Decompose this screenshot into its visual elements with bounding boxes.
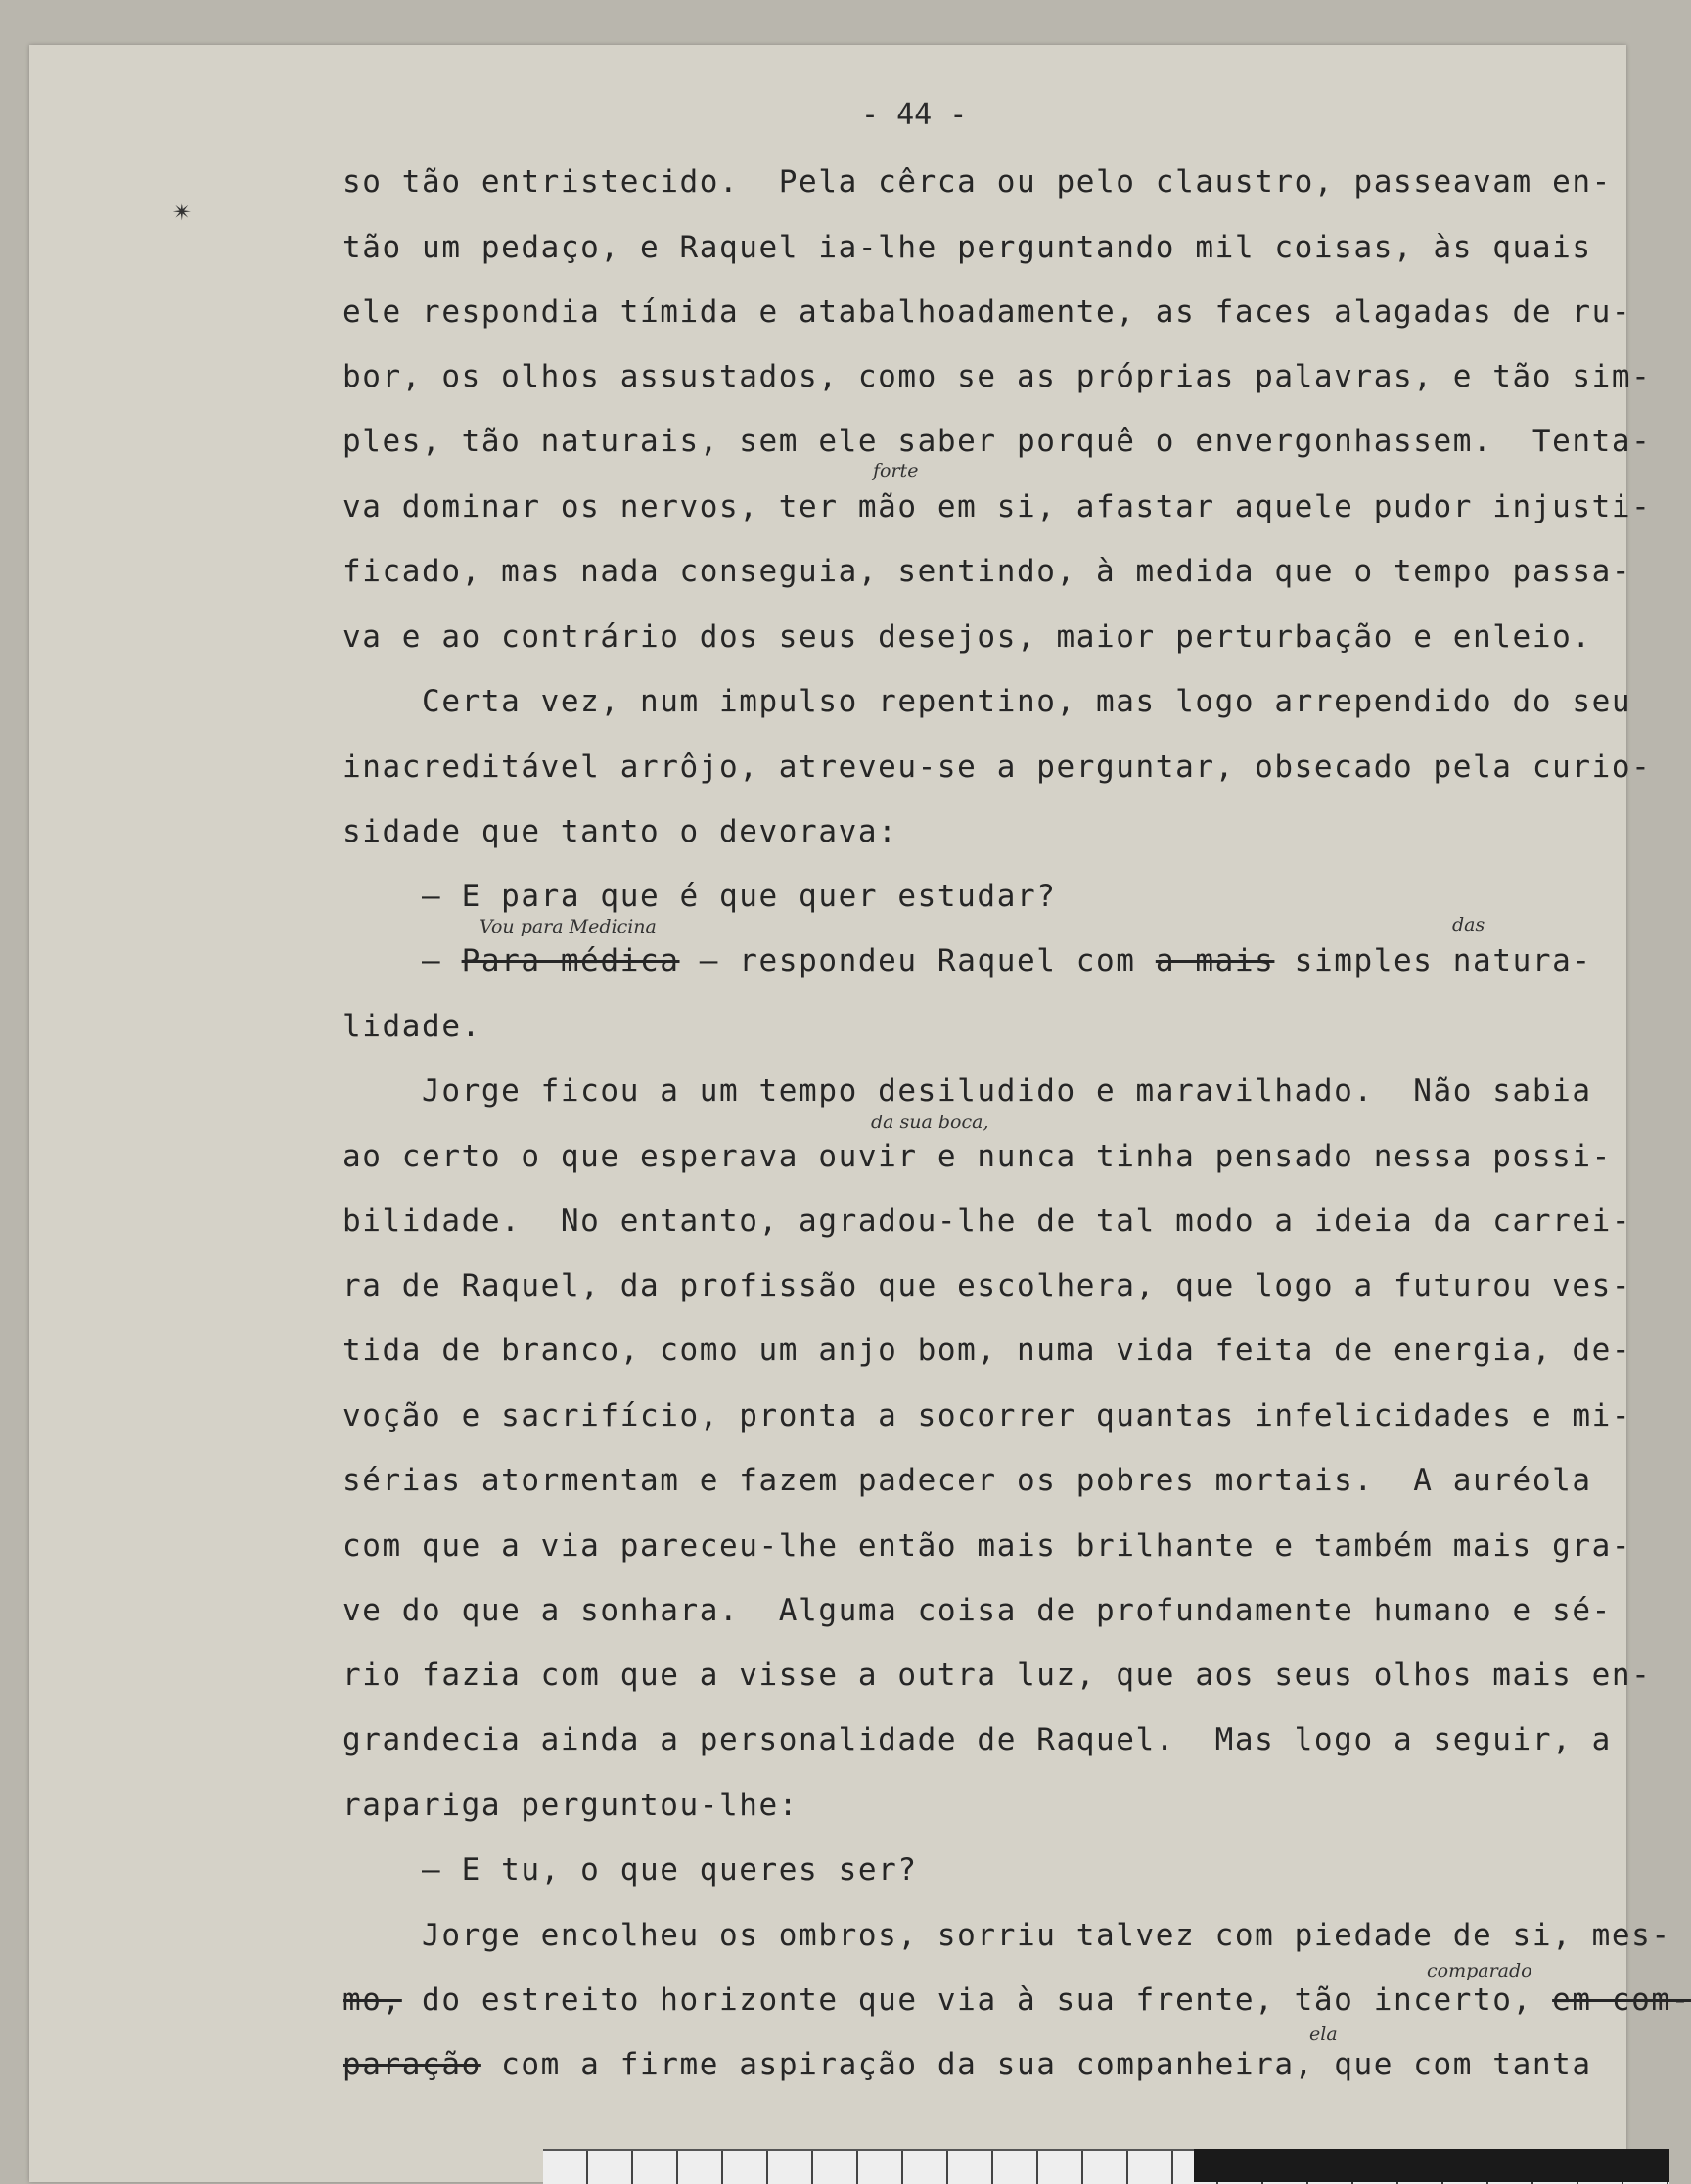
text-line: sidade que tanto o devorava:	[343, 814, 898, 849]
text-line-corrected	[343, 1982, 1691, 2018]
struck-text: mo,	[343, 1982, 402, 2018]
line-segment: com a firme aspiração da sua companheira, que com tanta	[480, 2047, 1592, 2082]
text-line: Jorge ficou a um tempo desiludido e maravilhado. Não sabia	[343, 1073, 1592, 1109]
handwritten-insertion: forte	[873, 460, 919, 481]
text-line: voção e sacrifício, pronta a socorrer quantas infelicidades e mi-	[343, 1398, 1632, 1433]
text-line-corrected	[343, 2047, 1615, 2082]
text-line: tão um pedaço, e Raquel ia-lhe perguntando mil coisas, às quais	[343, 230, 1592, 265]
text-line: rio fazia com que a visse a outra luz, que aos seus olhos mais en-	[343, 1658, 1652, 1693]
struck-text: a mais	[1155, 943, 1275, 978]
line-segment: simples natura-	[1274, 943, 1592, 978]
text-line: grandecia ainda a personalidade de Raquel. Mas logo a seguir, a	[343, 1722, 1612, 1757]
text-line: rapariga perguntou-lhe:	[343, 1788, 800, 1823]
text-line: — E para que é que quer estudar?	[343, 879, 1057, 914]
text-line: tida de branco, como um anjo bom, numa vida feita de energia, de-	[343, 1333, 1632, 1368]
text-line-corrected	[343, 943, 1615, 978]
text-line: va e ao contrário dos seus desejos, maior perturbação e enleio.	[343, 619, 1592, 655]
text-line: Certa vez, num impulso repentino, mas logo arrependido do seu	[343, 684, 1632, 719]
text-line: ples, tão naturais, sem ele saber porquê o envergonhassem. Tenta-	[343, 424, 1652, 459]
struck-text: em com-	[1552, 1982, 1691, 2018]
text-line: Jorge encolheu os ombros, sorriu talvez com piedade de si, mes-	[343, 1918, 1671, 1953]
text-line: inacreditável arrôjo, atreveu-se a perguntar, obsecado pela curio-	[343, 750, 1652, 785]
margin-mark: ✴	[172, 199, 193, 226]
scale-ruler-dark-block	[1194, 2149, 1669, 2182]
handwritten-insertion: ela	[1309, 2024, 1338, 2045]
text-line: va dominar os nervos, ter mão em si, afastar aquele pudor injusti-	[343, 489, 1652, 524]
text-line: ve do que a sonhara. Alguma coisa de profundamente humano e sé-	[343, 1593, 1612, 1628]
text-line: lidade.	[343, 1009, 481, 1044]
text-line: bor, os olhos assustados, como se as próprias palavras, e tão sim-	[343, 359, 1652, 394]
line-segment: do estreito horizonte que via à sua frente, tão incerto,	[401, 1982, 1553, 2018]
struck-text: Para médica	[461, 943, 680, 978]
text-line: sérias atormentam e fazem padecer os pobres mortais. A auréola	[343, 1463, 1592, 1498]
text-line: ele respondia tímida e atabalhoadamente, as faces alagadas de ru-	[343, 295, 1632, 330]
handwritten-insertion: da sua boca,	[871, 1112, 989, 1133]
page-number: - 44 -	[861, 98, 968, 132]
text-line: ficado, mas nada conseguia, sentindo, à medida que o tempo passa-	[343, 554, 1632, 589]
handwritten-insertion: comparado	[1427, 1960, 1532, 1981]
text-line: ra de Raquel, da profissão que escolhera, que logo a futurou ves-	[343, 1268, 1632, 1303]
text-line: so tão entristecido. Pela cêrca ou pelo claustro, passeavam en-	[343, 164, 1612, 200]
handwritten-insertion: Vou para Medicina	[480, 916, 657, 937]
text-line: com que a via pareceu-lhe então mais brilhante e também mais gra-	[343, 1528, 1632, 1564]
handwritten-insertion: das	[1452, 914, 1485, 935]
text-line: — E tu, o que queres ser?	[343, 1852, 918, 1888]
line-segment: —	[343, 943, 462, 978]
text-line: bilidade. No entanto, agradou-lhe de tal modo a ideia da carrei-	[343, 1204, 1632, 1239]
struck-text: paração	[343, 2047, 481, 2082]
line-segment: — respondeu Raquel com	[679, 943, 1156, 978]
text-line: ao certo o que esperava ouvir e nunca tinha pensado nessa possi-	[343, 1139, 1612, 1174]
